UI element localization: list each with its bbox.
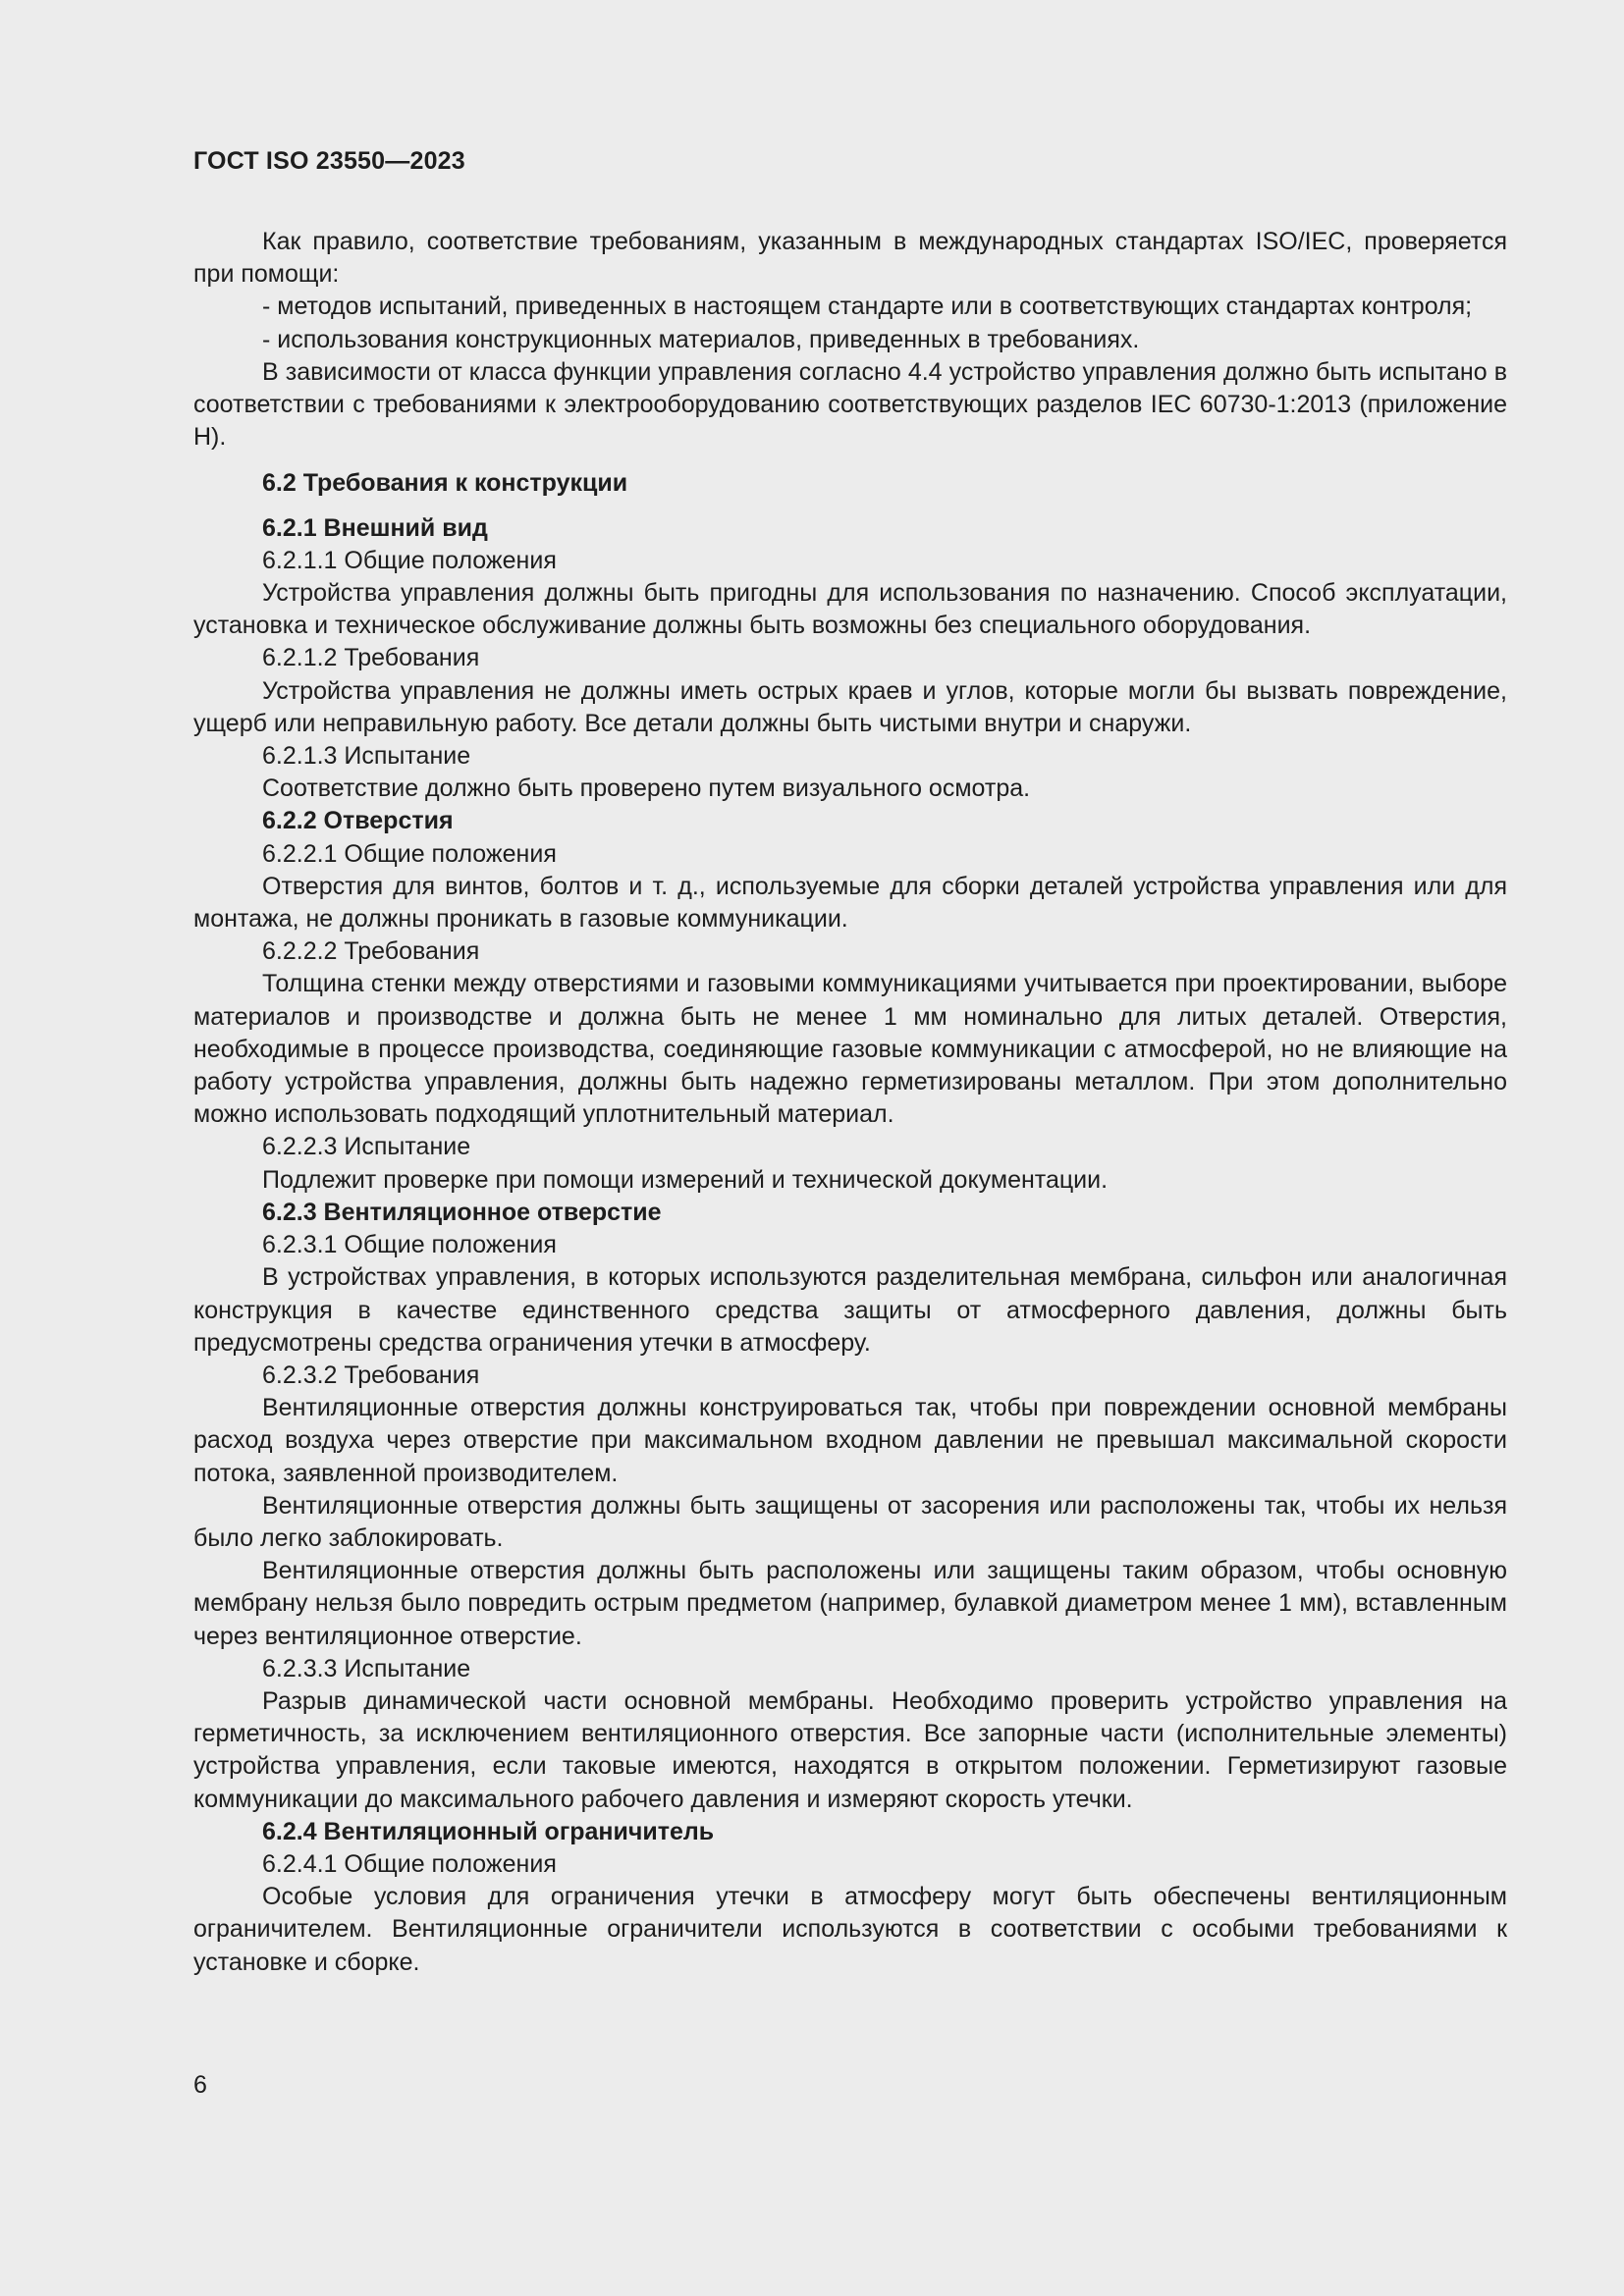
paragraph: Вентиляционные отверстия должны конструироваться так, чтобы при повреждении основной мембраны расход воздуха через отверстие при максимальном входном давлении не превышал максимальной скорости потока, заявленной производителем. (193, 1394, 1507, 1487)
paragraph: Вентиляционные отверстия должны быть расположены или защищены таким образом, чтобы основную мембрану нельзя было повредить острым предметом (например, булавкой диаметром менее 1 мм), вставленным через вентиляционное отверстие. (193, 1557, 1507, 1650)
paragraph: Устройства управления не должны иметь острых краев и углов, которые могли бы вызвать повреждение, ущерб или неправильную работу. Все детали должны быть чистыми внутри и снаружи. (193, 676, 1507, 737)
paragraph: - методов испытаний, приведенных в настоящем стандарте или в соответствующих стандартах контроля; (262, 293, 1473, 321)
subsection-heading: 6.2.2.2 Требования (262, 937, 480, 966)
paragraph: Толщина стенки между отверстиями и газовыми коммуникациями учитывается при проектировании, выборе материалов и производстве и должна быть не менее 1 мм номинально для литых деталей. Отверстия, необходимые в процессе производства, соединяющие газовые коммуникации с атмосферой, но не влияющие на работу устройства управления, должны быть надежно герметизированы металлом. При этом дополнительно можно использовать подходящий уплотнительный материал. (193, 970, 1507, 1129)
paragraph: В зависимости от класса функции управления согласно 4.4 устройство управления должно быть испытано в соответствии с требованиями к электрооборудованию соответствующих разделов IEC 60730-1:2013 (приложение H). (193, 357, 1507, 452)
paragraph: Подлежит проверке при помощи измерений и технической документации. (262, 1165, 1109, 1194)
subsection-heading: 6.2.3.3 Испытание (262, 1654, 471, 1682)
page-number: 6 (193, 2071, 207, 2099)
subsection-heading: 6.2.3.2 Требования (262, 1361, 480, 1389)
subsection-heading: 6.2.1.2 Требования (262, 644, 480, 672)
subsection-heading: 6.2.1.1 Общие положения (262, 546, 557, 574)
document-header: ГОСТ ISO 23550—2023 (193, 147, 465, 175)
document-body (193, 226, 1507, 1979)
subsection-heading: 6.2.2.1 Общие положения (262, 839, 557, 868)
section-heading: 6.2.4 Вентиляционный ограничитель (262, 1817, 715, 1845)
paragraph: Разрыв динамической части основной мембраны. Необходимо проверить устройство управления на герметичность, за исключением вентиляционного отверстия. Все запорные части (исполнительные элементы) устройства управления, если таковые имеются, находятся в открытом положении. Герметизируют газовые коммуникации до максимального рабочего давления и измеряют скорость утечки. (193, 1686, 1507, 1813)
paragraph: - использования конструкционных материалов, приведенных в требованиях. (262, 325, 1140, 353)
subsection-heading: 6.2.2.3 Испытание (262, 1133, 471, 1161)
paragraph: Соответствие должно быть проверено путем визуального осмотра. (262, 774, 1031, 803)
subsection-heading: 6.2.4.1 Общие положения (262, 1849, 557, 1878)
subsection-heading: 6.2.1.3 Испытание (262, 742, 471, 771)
section-heading: 6.2.2 Отверстия (262, 807, 454, 835)
paragraph: Особые условия для ограничения утечки в атмосферу могут быть обеспечены вентиляционным ограничителем. Вентиляционные ограничители используются в соответствии с особыми требованиями к установке и сборке. (193, 1883, 1507, 1976)
paragraph: Отверстия для винтов, болтов и т. д., используемые для сборки деталей устройства управления или для монтажа, не должны проникать в газовые коммуникации. (193, 872, 1507, 934)
paragraph: Вентиляционные отверстия должны быть защищены от засорения или расположены так, чтобы их нельзя было легко заблокировать. (193, 1491, 1507, 1552)
section-heading: 6.2.3 Вентиляционное отверстие (262, 1198, 662, 1226)
subsection-heading: 6.2.3.1 Общие положения (262, 1231, 557, 1259)
paragraph: Устройства управления должны быть пригодны для использования по назначению. Способ эксплуатации, установка и техническое обслуживание должны быть возможны без специального оборудования. (193, 579, 1507, 640)
section-heading: 6.2 Требования к конструкции (262, 469, 628, 498)
section-heading: 6.2.1 Внешний вид (262, 513, 488, 542)
paragraph: Как правило, соответствие требованиям, указанным в международных стандартах ISO/IEC, проверяется при помощи: (193, 228, 1507, 289)
paragraph: В устройствах управления, в которых используются разделительная мембрана, сильфон или аналогичная конструкция в качестве единственного средства защиты от атмосферного давления, должны быть предусмотрены средства ограничения утечки в атмосферу. (193, 1263, 1507, 1357)
